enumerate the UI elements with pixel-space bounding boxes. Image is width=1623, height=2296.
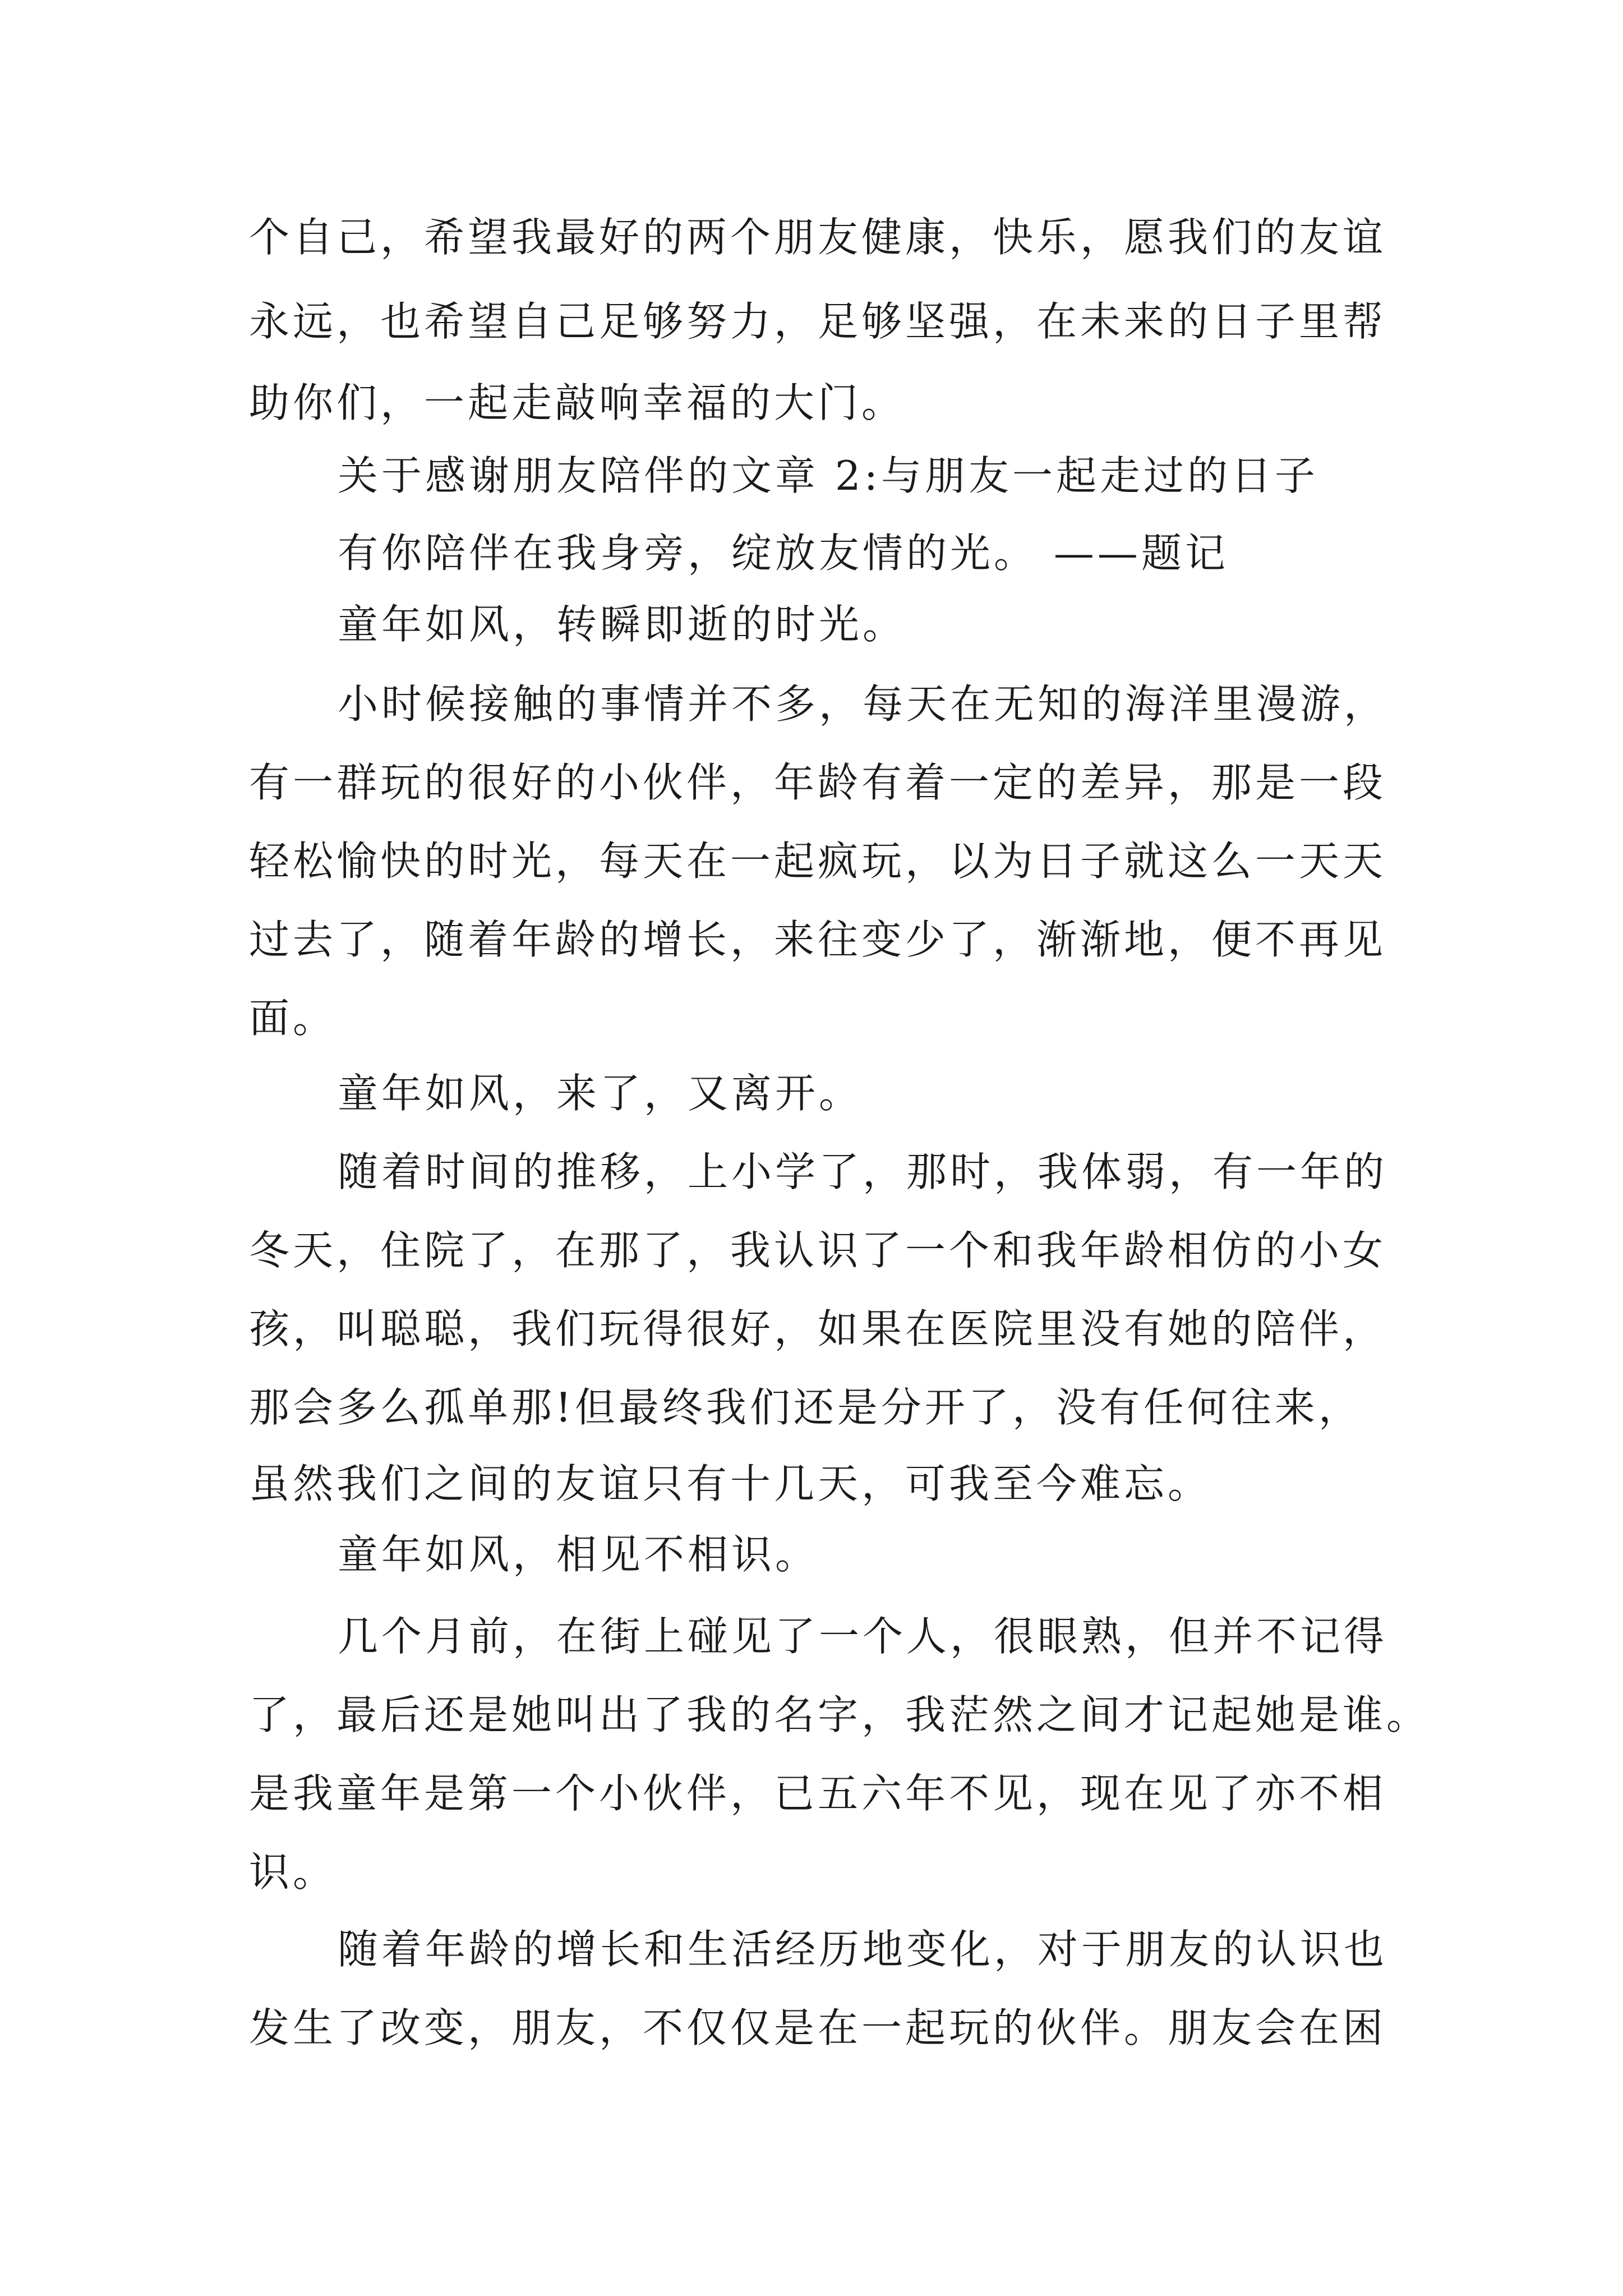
text-line: 助你们，一起走敲响幸福的大门。 [249,379,906,426]
text-line: 冬天，住院了，在那了，我认识了一个和我年龄相仿的小女 [249,1227,1387,1274]
text-line: 那会多么孤单那!但最终我们还是分开了，没有任何往来， [249,1384,1362,1431]
text-line: 面。 [249,995,337,1042]
text-line: 过去了，随着年龄的增长，来往变少了，渐渐地，便不再见 [249,916,1387,963]
text-line: 轻松愉快的时光，每天在一起疯玩，以为日子就这么一天天 [249,838,1387,885]
text-line: 随着年龄的增长和生活经历地变化，对于朋友的认识也 [338,1926,1388,1973]
text-line: 童年如风，相见不相识。 [338,1531,819,1578]
text-line: 是我童年是第一个小伙伴，已五六年不见，现在见了亦不相 [249,1770,1387,1817]
text-line: 发生了改变，朋友，不仅仅是在一起玩的伙伴。朋友会在困 [249,2004,1387,2051]
text-line: 童年如风，转瞬即逝的时光。 [338,601,907,648]
text-line: 个自己，希望我最好的两个朋友健康，快乐，愿我们的友谊 [249,214,1387,261]
text-line: 有一群玩的很好的小伙伴，年龄有着一定的差异，那是一段 [249,759,1387,806]
text-line: 了，最后还是她叫出了我的名字，我茫然之间才记起她是谁。 [249,1691,1431,1738]
section-heading: 关于感谢朋友陪伴的文章 2:与朋友一起走过的日子 [338,452,1318,499]
text-line: 随着时间的推移，上小学了，那时，我体弱，有一年的 [338,1148,1388,1195]
text-line: 童年如风，来了，又离开。 [338,1070,863,1117]
text-line: 小时候接触的事情并不多，每天在无知的海洋里漫游， [338,680,1388,728]
text-line: 孩，叫聪聪，我们玩得很好，如果在医院里没有她的陪伴， [249,1305,1387,1352]
epigraph: 有你陪伴在我身旁，绽放友情的光。 ——题记 [338,530,1229,577]
text-line: 虽然我们之间的友谊只有十几天，可我至今难忘。 [249,1460,1212,1507]
text-line: 永远，也希望自己足够努力，足够坚强，在未来的日子里帮 [249,298,1387,345]
text-line: 几个月前，在街上碰见了一个人，很眼熟，但并不记得 [338,1613,1388,1660]
text-line: 识。 [249,1848,337,1895]
